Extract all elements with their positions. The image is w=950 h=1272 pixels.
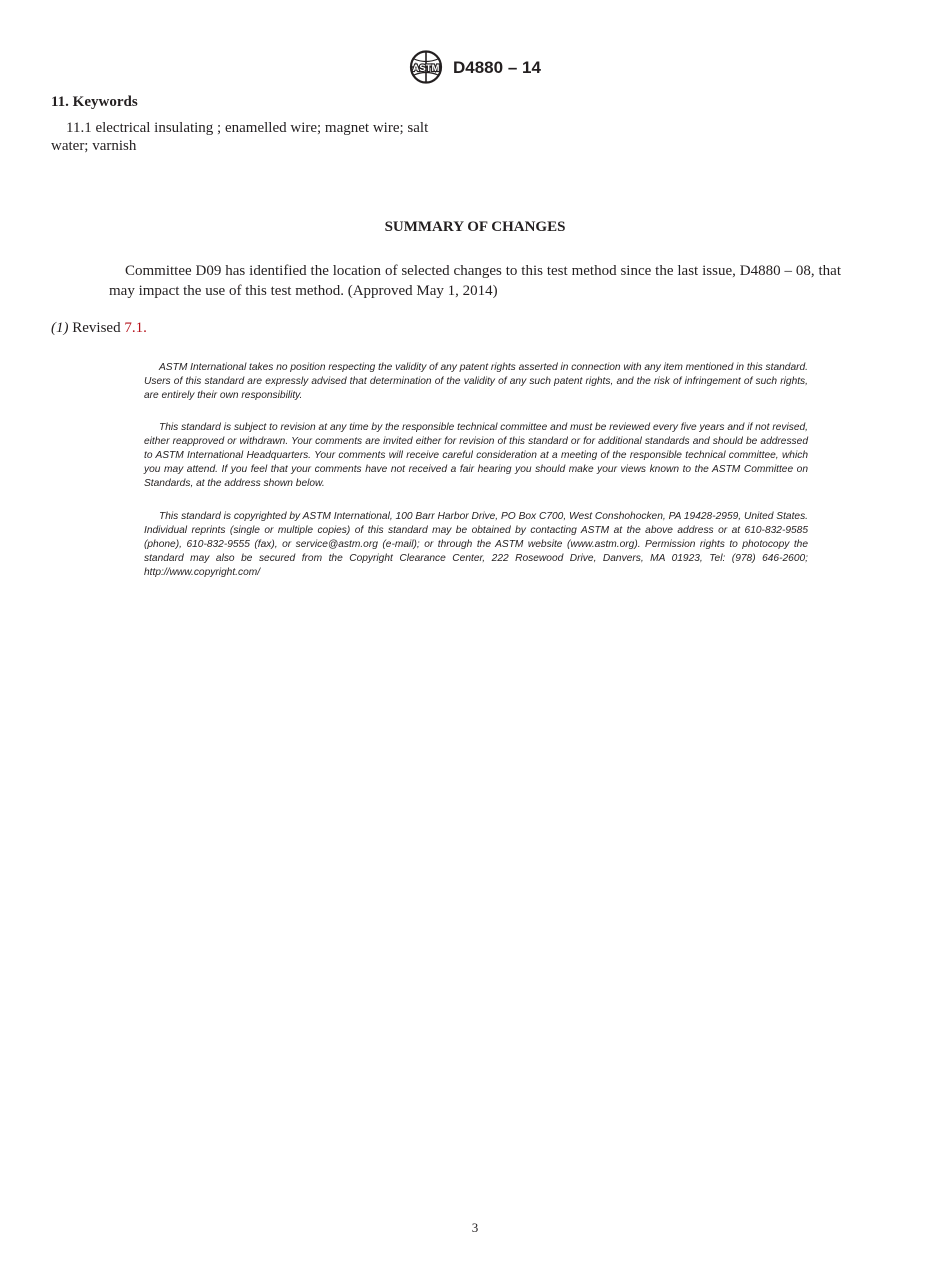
astm-logo-icon	[408, 50, 444, 84]
revision-section-link[interactable]: 7.1.	[124, 320, 147, 336]
revision-notice: This standard is subject to revision at any time by the responsible technical committee and must be reviewed every five years and if not revised, either reapproved or withdrawn. Your comments are invited either for revision of this standard or for additional standards and should be addressed to ASTM International Headquarters. Your comments will receive careful consideration at a meeting of the responsible technical committee, which you may attend. If you feel that your comments have not received a fair hearing you should make your views known to the ASTM Committee on Standards, at the address shown below.	[144, 422, 808, 489]
document-id: D4880 – 14	[453, 58, 541, 77]
keywords-line-2: water; varnish	[51, 138, 137, 154]
keywords-heading: 11. Keywords	[51, 94, 138, 110]
revision-number: (1)	[51, 320, 69, 336]
keywords-line-1: 11.1 electrical insulating ; enamelled wire; magnet wire; salt	[66, 120, 429, 136]
summary-of-changes-title: SUMMARY OF CHANGES	[384, 219, 566, 235]
keywords-paragraph	[51, 119, 471, 155]
svg-text:ASTM: ASTM	[412, 63, 440, 74]
copyright-notice: This standard is copyrighted by ASTM International, 100 Barr Harbor Drive, PO Box C700, West Conshohocken, PA 19428-2959, United States. Individual reprints (single or multiple copies) of this standard may be obtained by contacting ASTM at the above address or at 610-832-9585 (phone), 610-832-9555 (fax), or service@astm.org (e-mail); or through the ASTM website (www.astm.org). Permission rights to photocopy the standard may also be secured from the Copyright Clearance Center, 222 Rosewood Drive, Danvers, MA 01923, Tel: (978) 646-2600; http://www.copyright.com/	[144, 511, 808, 578]
patent-notice: ASTM International takes no position respecting the validity of any patent rights asserted in connection with any item mentioned in this standard. Users of this standard are expressly advised that determination of the validity of any such patent rights, and the risk of infringement of such rights, are entirely their own responsibility.	[144, 362, 808, 401]
revision-label: Revised	[68, 320, 125, 336]
revision-item	[51, 320, 147, 337]
page-header	[0, 50, 950, 86]
page-number: 3	[471, 1220, 479, 1235]
summary-of-changes-text: Committee D09 has identified the location of selected changes to this test method since the last issue, D4880 – 08, that may impact the use of this test method. (Approved May 1, 2014)	[109, 263, 841, 299]
